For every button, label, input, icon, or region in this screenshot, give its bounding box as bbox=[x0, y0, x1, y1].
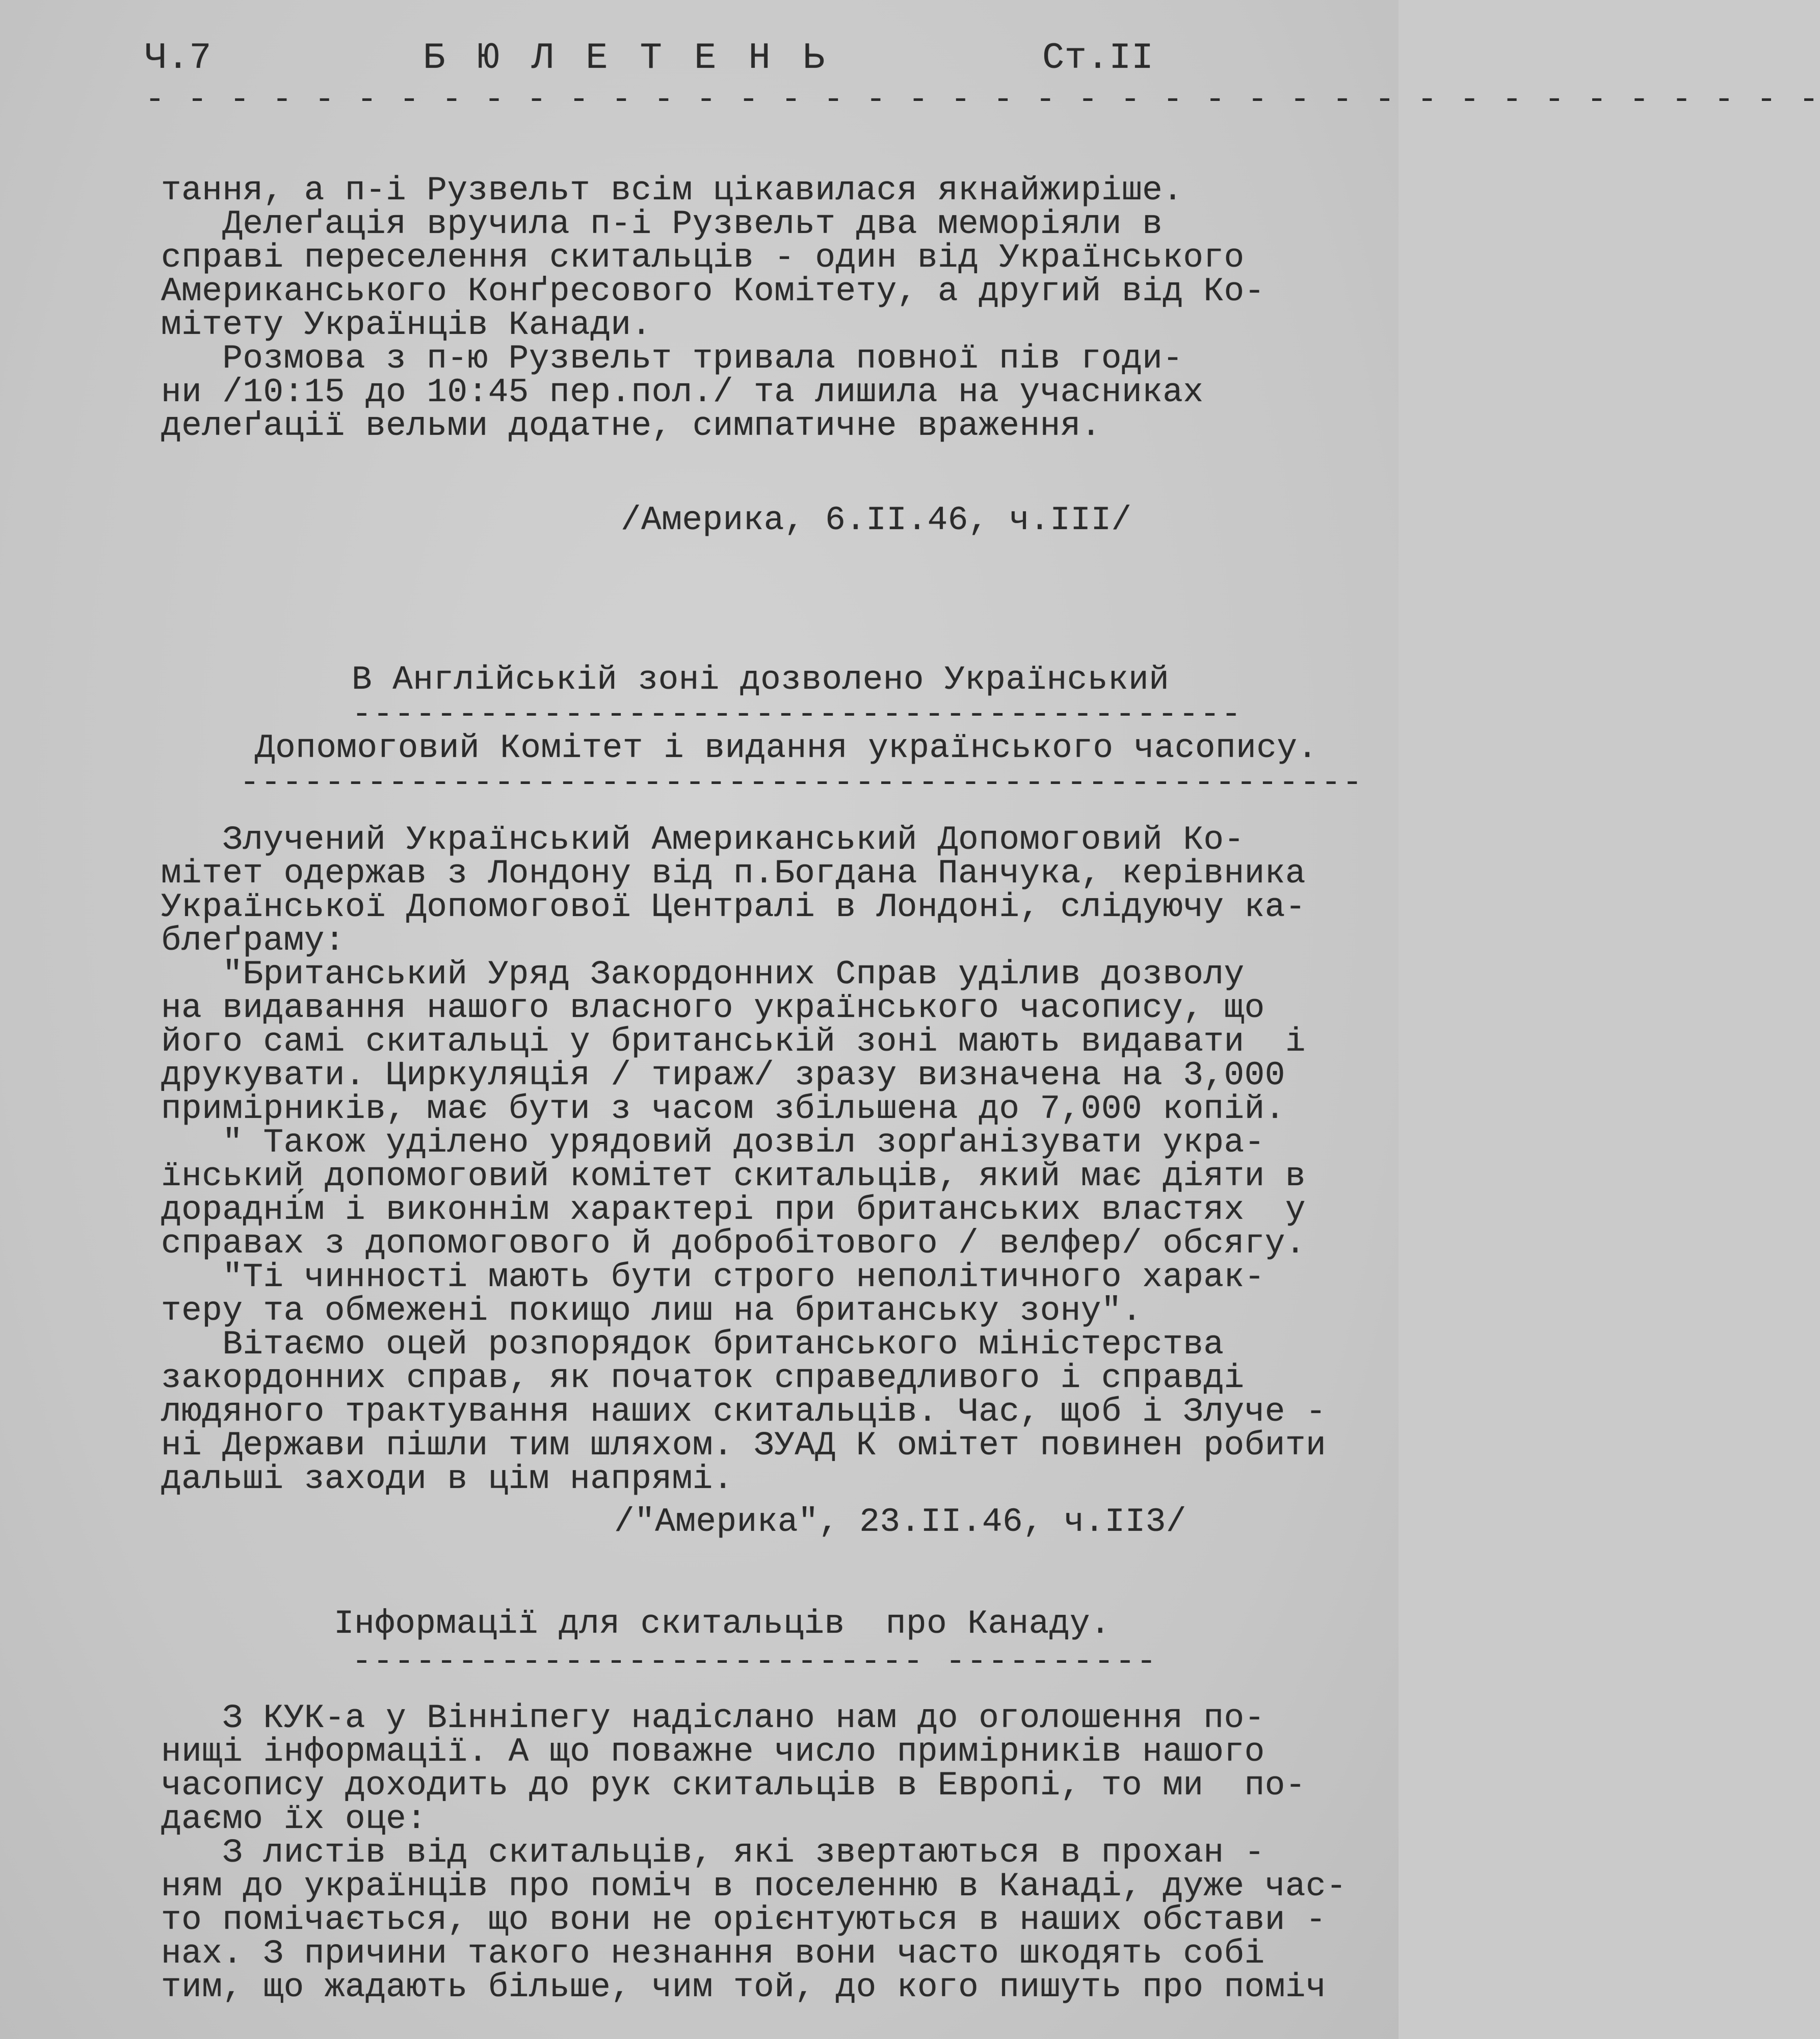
article1-line: мітету Українців Канади. bbox=[161, 306, 652, 344]
article2-line: дорадні́м і виконнім характері при британських властях у bbox=[161, 1191, 1306, 1229]
article3-line: нищі інформації. А що поважне число примірників нашого bbox=[161, 1733, 1265, 1771]
article3-line: нах. З причини такого незнання вони часто шкодять собі bbox=[161, 1935, 1265, 1973]
article1-line: справі переселення скитальців - один від Українського bbox=[161, 239, 1245, 277]
article1-line: Американського Конґресового Комітету, а другий від Ко- bbox=[161, 272, 1265, 310]
article2-line: примірників, має бути з часом збільшена до 7,000 копій. bbox=[161, 1090, 1285, 1128]
header-part: Ч.7 bbox=[145, 37, 212, 79]
article1-line: Розмова з п-ю Рузвельт тривала повної пів годи- bbox=[161, 339, 1183, 378]
article2-title-line1: В Англійській зоні дозволено Український bbox=[352, 661, 1170, 699]
article2-line: друкувати. Циркуляція / тираж/ зразу визначена на 3,000 bbox=[161, 1056, 1285, 1094]
article2-line: "Ті чинності мають бути строго неполітичного харак- bbox=[161, 1258, 1265, 1296]
article2-line: мітет одержав з Лондону від п.Богдана Панчука, керівника bbox=[161, 854, 1306, 893]
article2-line: теру та обмежені покищо лиш на британську зону". bbox=[161, 1292, 1143, 1330]
article2-line: блеґраму: bbox=[161, 922, 345, 960]
article2-line: людяного трактування наших скитальців. Час, щоб і Злуче - bbox=[161, 1393, 1327, 1431]
article2-title-rule1: ------------------------------------------ bbox=[352, 695, 1243, 734]
article3-line: ням до українців про поміч в поселенню в Канаді, дуже час- bbox=[161, 1867, 1347, 1905]
article1-line: делеґації вельми додатне, симпатичне враження. bbox=[161, 407, 1101, 445]
article2-line: справах з допомогового й добробітового / велфер/ обсягу. bbox=[161, 1224, 1306, 1263]
article3-title-rule: --------------------------- ---------- bbox=[352, 1642, 1158, 1681]
article1-source: /Америка, 6.II.46, ч.III/ bbox=[621, 501, 1132, 539]
header-page: Ст.II bbox=[1042, 37, 1154, 79]
header-rule: - - - - - - - - - - - - - - - - - - - - - - - - - - - - - - - - - - - - - - - - bbox=[145, 81, 1820, 119]
article2-line: на видавання нашого власного українського часопису, що bbox=[161, 989, 1265, 1027]
article2-line: ні Держави пішли тим шляхом. ЗУАД К омітет повинен робити bbox=[161, 1426, 1327, 1465]
article2-title-line2: Допомоговий Комітет і видання українського часопису. bbox=[255, 729, 1318, 767]
article1-line: Делеґація вручила п-і Рузвельт два меморіяли в bbox=[161, 205, 1163, 243]
article2-line: " Також уділено урядовий дозвіл зорґанізувати укра- bbox=[161, 1123, 1265, 1162]
article2-line: їнський допомоговий комітет скитальців, який має діяти в bbox=[161, 1157, 1306, 1195]
article1-line: ни /10:15 до 10:45 пер.пол./ та лишила на учасниках bbox=[161, 373, 1204, 411]
article3-line: тим, що жадають більше, чим той, до кого пишуть про поміч bbox=[161, 1968, 1327, 2006]
article2-line: його самі скитальці у британській зоні мають видавати і bbox=[161, 1023, 1306, 1061]
article3-line: даємо їх оце: bbox=[161, 1800, 427, 1838]
article3-line: часопису доходить до рук скитальців в Европі, то ми по- bbox=[161, 1766, 1306, 1805]
article3-line: З листів від скитальців, які звертаються в прохан - bbox=[161, 1834, 1265, 1872]
article2-source: /"Америка", 23.II.46, ч.II3/ bbox=[614, 1503, 1186, 1541]
article3-line: З КУК-а у Вінніпегу надіслано нам до оголошення по- bbox=[161, 1699, 1265, 1737]
article2-line: Вітаємо оцей розпорядок британського міністерства bbox=[161, 1325, 1224, 1364]
article1-line: тання, а п-і Рузвельт всім цікавилася якнайжиріше. bbox=[161, 171, 1183, 210]
header-title: Б Ю Л Е Т Е Н Ь bbox=[423, 37, 830, 79]
article3-title: Інформації для скитальців про Канаду. bbox=[334, 1605, 1111, 1643]
article2-line: дальші заходи в цім напрямі. bbox=[161, 1460, 733, 1498]
article2-title-rule2: ----------------------------------------------------- bbox=[240, 764, 1364, 802]
article3-line: то помічається, що вони не орієнтуються в наших обстави - bbox=[161, 1901, 1327, 1939]
article2-line: Української Допомогової Централі в Лондоні, слідуючу ка- bbox=[161, 888, 1306, 926]
article2-line: Злучений Український Американський Допомоговий Ко- bbox=[161, 821, 1245, 859]
article2-line: "Британський Уряд Закордонних Справ уділив дозволу bbox=[161, 955, 1245, 994]
article2-line: закордонних справ, як початок справедливого і справді bbox=[161, 1359, 1245, 1397]
